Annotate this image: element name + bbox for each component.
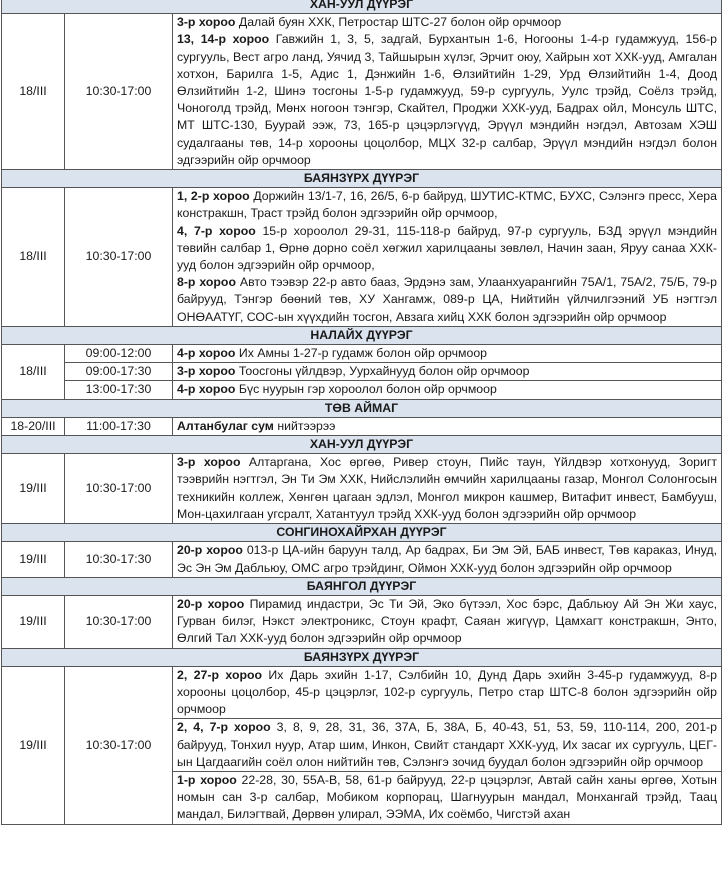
khoroo-label: 13, 14-р хороо [177, 32, 270, 47]
area-details: Далай буян ХХК, Петростар ШТС-27 болон ойр орчмоор [235, 15, 562, 30]
district-header-row [2, 399, 722, 417]
area-description [173, 719, 722, 772]
area-entry [177, 275, 717, 323]
table-row [2, 363, 722, 381]
table-row [2, 14, 722, 170]
date-cell: 18-20/III [2, 417, 65, 435]
area-details: 3, 8, 9, 28, 31, 36, 37А, Б, 38А, Б, 40-43, 51, 53, 59, 110-114, 200, 201-р байрууд, Тонхил нуур, Атар шим, Инкон, Свийт стандарт ХХК-ууд, Их засаг их сургууль, ЦЕГ-ын Цагдаагийн соёл олон нийтийн төв, Сэлэнгэ зочид буудал болон эдгээрийн ойр орчмоор [177, 720, 717, 769]
time-cell: 10:30-17:00 [65, 454, 173, 524]
area-description [173, 345, 722, 363]
table-row [2, 381, 722, 399]
schedule-body [2, 0, 722, 824]
area-entry [177, 597, 717, 645]
area-entry [177, 419, 335, 433]
date-cell: 19/III [2, 542, 65, 577]
khoroo-label: 20-р хороо [177, 543, 243, 558]
khoroo-label: 4, 7-р хороо [177, 223, 256, 238]
time-cell: 11:00-17:30 [65, 417, 173, 435]
area-details: Доржийн 13/1-7, 16, 26/5, 6-р байруд, ШУТИС-КТМС, БУХС, Сэлэнгэ пресс, Хера констракшн, Траст трэйд болон эдгээрийн ойр орчмоор, [177, 189, 717, 221]
district-name: БАЯНГОЛ ДҮҮРЭГ [2, 577, 722, 595]
khoroo-label: 4-р хороо [177, 346, 236, 361]
khoroo-label: 3-р хороо [177, 455, 241, 470]
time-cell: 10:30-17:30 [65, 542, 173, 577]
khoroo-label: 4-р хороо [177, 382, 236, 397]
date-cell: 18/III [2, 14, 65, 170]
district-name: ТӨВ АЙМАГ [2, 399, 722, 417]
table-row [2, 542, 722, 577]
khoroo-label: 20-р хороо [177, 596, 245, 611]
area-details: Пирамид индастри, Эс Ти Эй, Эко бүтээл, Хос бэрс, Дабльюу Ай Эн Жи хаус, Гурван билэг, Нэкст электроникс, Стоун крафт, Саяан жигүүр, Цамхагт констракшн, Энто, Өлгий Тал ХХК-ууд болон эдгээрийн ойр орчмоор [177, 596, 718, 646]
date-cell: 19/III [2, 666, 65, 824]
khoroo-label: 8-р хороо [177, 275, 236, 290]
district-name: БАЯНЗҮРХ ДҮҮРЭГ [2, 648, 722, 666]
area-details: Гавжийн 1, 3, 5, задгай, Бурхантын 1-6, Ногооны 1-4-р гудамжууд, 156-р сургууль, Вест агро ланд, Уячид 3, Тайшырын хүлэг, Эрчит оюу, Хайрын хот ХХК-ууд, Амгалан хотхон, Барилга 1-5, Адис 1, Дэнжийн 1-6, Өлзийтийн 1-29, Урд Өлзийтийн 1-4, Доод Өлзийтийн 1-2, Шинэ тосгоны 1-5-р гудамжууд, 59-р сургууль, Уулс трэйд, Соёлз трэйд, Чоноголд трэйд, Мөнх ногоон тэнгэр, Скайтел, Проджи ХХК-ууд, Бадрах ойл, Монсуль ШТС, МТ ШТС-130, Буурай ээж, 73, 165-р цэцэрлэгүүд, Эрүүл мэндийн нэгдэл, Автозам ХЭШ судалгааны төв, 14-р хорооны цоцолбор, МЦХ 32-р салбар, Эрүүл мэндийн нэгдэл болон эдгээрийн ойр орчмоор [177, 32, 717, 167]
area-entry [177, 32, 717, 166]
area-description [173, 454, 722, 524]
area-entry [177, 543, 717, 574]
area-description [173, 363, 722, 381]
area-details: Тоосгоны үйлдвэр, Уурхайнууд болон ойр орчмоор [235, 364, 530, 379]
area-details: 013-р ЦА-ийн баруун талд, Ар бадрах, Би Эм Эй, БАБ инвест, Төв караказ, Инуд, Эс Эн Эм Дабльюу, ОМС агро трэйдинг, Оймон ХХК-ууд болон эдгээрийн ойр орчмоор [177, 543, 718, 575]
area-details: Авто тээвэр 22-р авто бааз, Эрдэнэ зам, Улаанхуарангийн 75А/1, 75А/2, 75/Б, 79-р байрууд, Тэнгэр бөөний төв, ХУ Хангамж, 089-р ЦА, Нийтийн үйлчилгээний УБ нэгтгэл ОНӨААТҮГ, СОС-ын хүүхдийн тосгон, Авзага хийц ХХК болон эдгээрийн ойр орчмоор [177, 275, 717, 324]
district-header-row [2, 170, 722, 188]
area-description [173, 381, 722, 399]
area-entry [177, 455, 717, 521]
table-row [2, 417, 722, 435]
area-entry [177, 15, 561, 29]
time-cell: 09:00-12:00 [65, 345, 173, 363]
time-cell: 10:30-17:00 [65, 666, 173, 824]
district-name: СОНГИНОХАЙРХАН ДҮҮРЭГ [2, 524, 722, 542]
khoroo-label: 3-р хороо [177, 15, 236, 30]
khoroo-label: 1, 2-р хороо [177, 189, 250, 204]
outage-schedule-table [1, 0, 722, 825]
area-details: Бүс нуурын гэр хороолол болон ойр орчмоор [235, 382, 497, 397]
area-details: Их Дарь эхийн 1-17, Сэлбийн 10, Дунд Дарь эхийн 3-45-р гудамжууд, 8-р хорооны цоцолбор, 45-р цэцэрлэг, 102-р сургууль, Петро стар ШТС-8 болон эдгээрийн ойр орчмоор [177, 667, 718, 717]
district-name: БАЯНЗҮРХ ДҮҮРЭГ [2, 170, 722, 188]
time-cell: 13:00-17:30 [65, 381, 173, 399]
area-entry [177, 224, 717, 272]
district-header-row [2, 524, 722, 542]
khoroo-label: 2, 27-р хороо [177, 667, 262, 682]
district-name: НАЛАЙХ ДҮҮРЭГ [2, 326, 722, 344]
district-header-row [2, 0, 722, 14]
khoroo-label: Алтанбулаг сум [177, 418, 274, 433]
area-details: Алтаргана, Хос өргөө, Ривер стоун, Пийс таун, Үйлдвэр хотхонууд, Зоригт тээврийн нэгтгэл, Эн Ти Эм ХХК, Нийслэлийн өмчийн харилцааны газар, Монгол Солонгосын техникийн коллеж, Хөнгөн цагаан эдлэл, Монгол микрон кашмер, Витафит инвест, Бамбууш, Мон-цахилгаан угсралт, Хатантуул трэйд ХХК-ууд болон эдгээрийн ойр орчмоор [177, 455, 717, 521]
area-description [173, 14, 722, 170]
district-header-row [2, 326, 722, 344]
area-description [173, 595, 722, 648]
area-details: 22-28, 30, 55А-В, 58, 61-р байрууд, 22-р цэцэрлэг, Автай сайн ханы өргөө, Хотын номын сан 3-р салбар, Мобиком корпорац, Шагнуурын мандал, Монхангай трэйд, Таац мандал, Билэгтвай, Дөрвөн улирал, ЭЭМА, Их соёмбо, Чигстэй ахан [177, 772, 717, 822]
district-name: ХАН-УУЛ ДҮҮРЭГ [2, 0, 722, 14]
khoroo-label: 1-р хороо [177, 772, 237, 787]
area-description [173, 666, 722, 719]
area-description [173, 188, 722, 327]
area-details: 15-р хороолол 29-31, 115-118-р байруд, 97-р сургууль, БЗД эрүүл мэндийн төвийн салбар 1, Өрнө дорно соёл хөгжил харилцааны зөвлөл, Начин заан, Яруу санаа ХХК-ууд болон эдгээрийн ойр орчмоор, [177, 223, 717, 273]
table-row [2, 666, 722, 719]
time-cell: 10:30-17:00 [65, 188, 173, 327]
date-cell: 19/III [2, 454, 65, 524]
table-row [2, 345, 722, 363]
time-cell: 10:30-17:00 [65, 595, 173, 648]
date-cell: 18/III [2, 188, 65, 327]
district-header-row [2, 577, 722, 595]
time-cell: 09:00-17:30 [65, 363, 173, 381]
area-entry [177, 189, 717, 220]
district-header-row [2, 436, 722, 454]
table-row [2, 595, 722, 648]
date-cell: 19/III [2, 595, 65, 648]
area-description [173, 771, 722, 824]
table-row [2, 188, 722, 327]
time-cell: 10:30-17:00 [65, 14, 173, 170]
area-details: Их Амны 1-27-р гудамж болон ойр орчмоор [235, 346, 487, 361]
khoroo-label: 3-р хороо [177, 364, 236, 379]
area-description [173, 417, 722, 435]
district-name: ХАН-УУЛ ДҮҮРЭГ [2, 436, 722, 454]
area-details: нийтээрээ [273, 418, 336, 433]
area-description [173, 542, 722, 577]
date-cell: 18/III [2, 345, 65, 400]
district-header-row [2, 648, 722, 666]
khoroo-label: 2, 4, 7-р хороо [177, 720, 271, 735]
table-row [2, 454, 722, 524]
